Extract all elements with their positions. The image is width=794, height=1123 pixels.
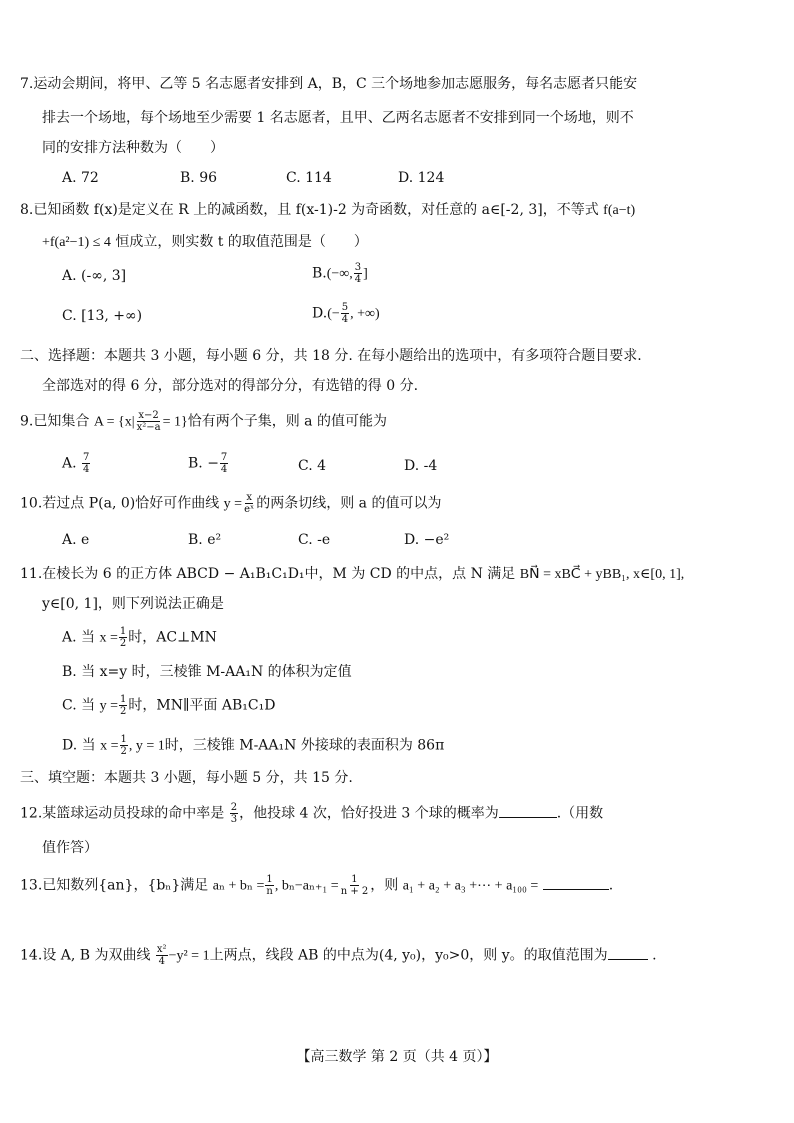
q8-option-d-expr: (−: [327, 306, 340, 322]
q14-stem: [20, 944, 657, 967]
q13-sum: a₁ + a₂ + a₃ +⋯ + a₁₀₀ =: [402, 878, 539, 894]
q8-option-b-den: 4: [354, 274, 362, 285]
q8-option-b: [312, 262, 368, 285]
q11-option-d-x: x =: [100, 738, 119, 754]
section2-line2: 全部选对的得 6 分，部分选对的得部分分，有选错的得 0 分.: [42, 378, 419, 394]
q9-option-a: [62, 452, 91, 475]
q13-answer-blank[interactable]: [543, 877, 609, 890]
q7-option-a: A. 72: [62, 170, 99, 186]
q14-den: 4: [158, 956, 165, 967]
q11-option-a: [62, 626, 217, 649]
q11-option-d-num: 1: [120, 734, 127, 745]
q11-option-d-label: D. 当: [62, 737, 96, 754]
q9-option-b-frac: [220, 452, 228, 475]
q9-frac: [136, 410, 162, 433]
q9-pre: 9.已知集合: [20, 413, 90, 430]
q11-option-c-den: 2: [119, 706, 127, 717]
q9-option-b-num: 7: [220, 452, 228, 463]
q7-line1: 7.运动会期间，将甲、乙等 5 名志愿者安排到 A，B，C 三个场地参加志愿服务，每名志愿者只能安: [20, 76, 638, 92]
q8-line2-expr: +f(a²−1) ≤ 4: [42, 235, 111, 250]
q8-option-b-expr: (−∞,: [326, 266, 353, 282]
q8-line2: [42, 232, 368, 253]
q11-option-d-den: 2: [120, 746, 127, 757]
q13-den1: n: [266, 886, 273, 897]
q11-option-c-y: y =: [99, 698, 118, 714]
q12-den: 3: [230, 814, 238, 825]
q10-option-c: C. -e: [298, 532, 331, 548]
q11-option-d-post: 时，三棱锥 M-AA₁N 外接球的表面积为 86π: [164, 737, 445, 754]
q12-frac: [230, 802, 238, 825]
q10-option-a: A. e: [62, 532, 90, 548]
q9-option-d: D. -4: [404, 458, 438, 474]
q10-num: x: [246, 492, 252, 503]
q10-post: 的两条切线，则 a 的值可以为: [256, 495, 442, 512]
q9-option-a-label: A.: [62, 455, 77, 472]
q13-num2: 1: [351, 874, 358, 885]
q11-option-c-frac: [119, 694, 127, 717]
q9-num: x−2: [138, 410, 159, 421]
q11-option-c-post: 时，MN∥平面 AB₁C₁D: [128, 697, 276, 714]
q11-option-d-mid: , y = 1: [128, 738, 165, 754]
q8-line2-text: 恒成立，则实数 t 的取值范围是（ ）: [115, 234, 368, 250]
q9-stem: [20, 410, 387, 433]
q14-frac: [156, 944, 168, 967]
q8-option-b-num: 3: [354, 262, 362, 273]
q11-option-c-label: C. 当: [62, 697, 96, 714]
q9-set: A = {x|: [93, 414, 135, 430]
q8-option-b-frac: [354, 262, 362, 285]
q8-option-c: C. [13, +∞): [62, 308, 143, 324]
q11-line2: y∈[0, 1]，则下列说法正确是: [42, 596, 224, 612]
q12-line1: [20, 802, 603, 825]
q11-option-d-frac: [120, 734, 128, 757]
q9-option-b-den: 4: [220, 464, 228, 475]
q7-option-c: C. 114: [286, 170, 332, 186]
q8-option-b-close: ]: [363, 266, 368, 282]
section3-heading: 三、填空题：本题共 3 小题，每小题 5 分，共 15 分.: [20, 770, 353, 786]
q13-post: ，则: [370, 877, 399, 894]
q10-y: y =: [223, 496, 243, 512]
q8-option-d: [312, 302, 380, 325]
q10-option-d: D. −e²: [404, 532, 450, 548]
q12-num: 2: [230, 802, 238, 813]
q9-eq: = 1}: [162, 414, 188, 430]
q9-den: x²−a: [136, 422, 161, 433]
q8-option-d-den: 4: [341, 314, 349, 325]
q9-option-a-frac: [82, 452, 90, 475]
q13-num1: 1: [266, 874, 273, 885]
q11-option-a-num: 1: [119, 626, 127, 637]
q13-expr1: aₙ + bₙ =: [212, 878, 265, 894]
q9-option-a-den: 4: [83, 464, 90, 475]
q13-stem: [20, 874, 613, 897]
q11-option-a-post: 时，AC⊥MN: [128, 629, 217, 646]
q8-option-d-label: D.: [312, 305, 328, 322]
q13-tail: .: [608, 877, 614, 894]
q14-answer-blank[interactable]: [608, 947, 648, 960]
q9-option-a-num: 7: [83, 452, 90, 463]
q9-post: 恰有两个子集，则 a 的值可能为: [187, 413, 387, 430]
q14-post: 上两点，线段 AB 的中点为(4, y₀)，y₀>0，则 y。的取值范围为: [209, 947, 608, 964]
q10-option-b: B. e²: [188, 532, 222, 548]
q14-expr: −y² = 1: [168, 948, 210, 964]
q10-frac: [243, 492, 255, 515]
q13-frac2: [340, 874, 370, 897]
q10-den: eˣ: [244, 504, 255, 515]
q11-line1-text: 11.在棱长为 6 的正方体 ABCD − A₁B₁C₁D₁中，M 为 CD 的中点，点 N 满足: [20, 566, 516, 582]
q8-line1: [20, 200, 635, 221]
q7-line2: 排去一个场地，每个场地至少需要 1 名志愿者，且甲、乙两名志愿者不安排到同一个场地，则不: [42, 110, 634, 126]
q8-option-d-frac: [341, 302, 349, 325]
q11-option-c-num: 1: [119, 694, 127, 705]
q12-line2: 值作答）: [42, 840, 98, 856]
q11-line1-expr: BN⃗ = xBC⃗ + yBB₁, x∈[0, 1],: [519, 567, 685, 582]
q11-option-c: [62, 694, 275, 717]
q11-option-a-x: x =: [99, 630, 118, 646]
q12-post: ，他投球 4 次，恰好投进 3 个球的概率为: [239, 805, 499, 822]
q9-option-b-label: B. −: [188, 455, 219, 472]
q7-option-b: B. 96: [180, 170, 218, 186]
q13-den2: n + 2: [340, 886, 369, 897]
q10-stem: [20, 492, 441, 515]
q13-frac1: [265, 874, 273, 897]
q11-option-d: [62, 734, 444, 757]
q8-line1-expr: f(a−t): [603, 203, 636, 218]
section2-line1: 二、选择题：本题共 3 小题，每小题 6 分，共 18 分. 在每小题给出的选项中，有多项符合题目要求.: [20, 348, 642, 364]
q11-option-b: B. 当 x=y 时，三棱锥 M-AA₁N 的体积为定值: [62, 664, 352, 680]
q9-option-b: [188, 452, 229, 475]
q14-num: x²: [156, 944, 167, 955]
q14-pre: 14.设 A, B 为双曲线: [20, 947, 151, 964]
q8-line1-text: 8.已知函数 f(x)是定义在 R 上的减函数，且 f(x-1)-2 为奇函数，对任意的 a∈[-2, 3]，不等式: [20, 202, 599, 218]
q8-option-a: A. (-∞, 3]: [62, 268, 127, 284]
q12-pre: 12.某篮球运动员投球的命中率是: [20, 805, 225, 822]
q11-option-a-frac: [119, 626, 127, 649]
q9-option-c: C. 4: [298, 458, 327, 474]
q7-line3: 同的安排方法种数为（ ）: [42, 140, 224, 156]
q10-pre: 10.若过点 P(a, 0)恰好可作曲线: [20, 495, 220, 512]
q13-pre: 13.已知数列{an}，{bₙ}满足: [20, 877, 209, 894]
q12-answer-blank[interactable]: [499, 805, 557, 818]
q11-option-a-den: 2: [119, 638, 127, 649]
q13-expr2: , bₙ−aₙ₊₁ =: [274, 878, 339, 894]
q8-option-b-label: B.: [312, 265, 327, 282]
q14-tail: .: [652, 947, 657, 964]
page-footer: 【高三数学 第 2 页（共 4 页）】: [296, 1049, 498, 1065]
q12-tail: .（用数: [556, 805, 604, 822]
q7-option-d: D. 124: [398, 170, 445, 186]
q8-option-d-num: 5: [341, 302, 349, 313]
q11-line1: [20, 564, 684, 585]
q8-option-d-close: , +∞): [350, 306, 380, 322]
q11-option-a-label: A. 当: [62, 629, 96, 646]
